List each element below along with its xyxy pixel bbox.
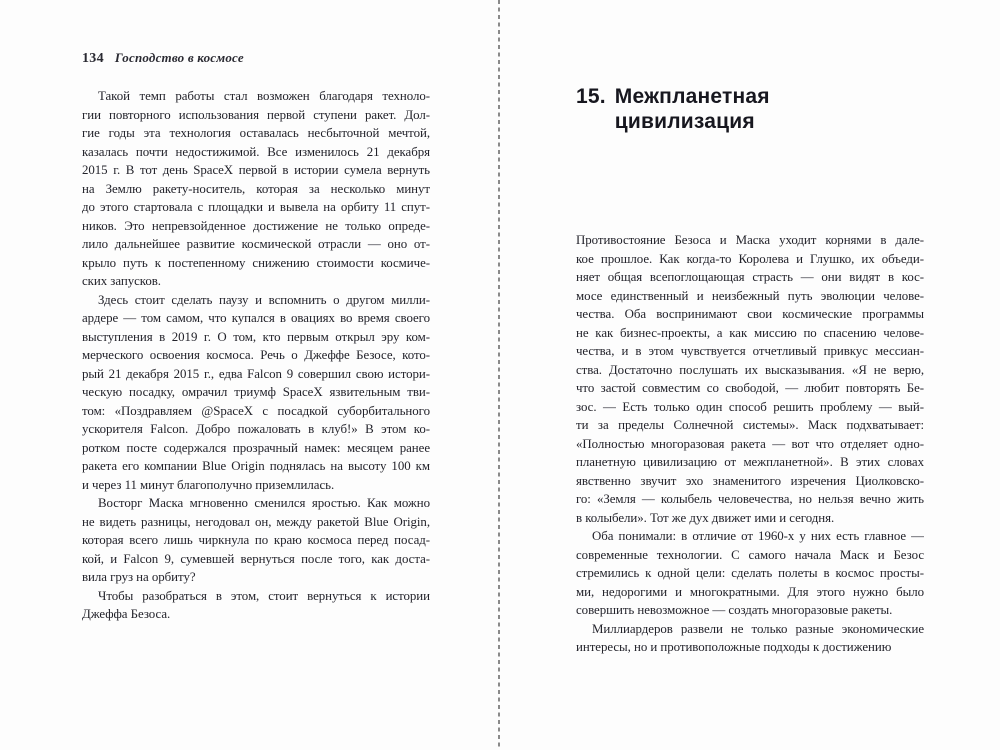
chapter-title: [615, 84, 770, 134]
text-line: выступления в 2019 г. О том, кто первым открыл эру ком-: [82, 329, 430, 344]
text-line: в колыбели». Тот же дух движет ими и сегодня.: [576, 510, 835, 525]
text-line: Восторг Маска мгновенно сменился яростью. Как можно: [98, 496, 430, 510]
text-line: мосе единственный и неизбежный путь эволюции челове-: [576, 288, 924, 303]
running-header: [82, 51, 244, 66]
text-line: мерческого освоения космоса. Речь о Джеффе Безосе, кото-: [82, 348, 430, 362]
text-line: «Полностью многоразовая ракета — вот что отделяет одно-: [576, 436, 924, 451]
text-line: совершить невозможное — создать многоразовые ракеты.: [576, 603, 893, 617]
text-line: стремились к одной цели: сделать полеты в космос просты-: [576, 566, 924, 580]
text-line: ти за пределы Солнечной системы». Маск подхватывает:: [576, 418, 924, 432]
text-line: ракета его компании Blue Origin поднялась на высоту 100 км: [82, 459, 430, 473]
text-line: Здесь стоит сделать паузу и вспомнить о другом милли-: [98, 292, 430, 307]
text-line: ства. Достаточно послушать их высказывания. «Я не верю,: [576, 362, 924, 377]
text-line: кое прошлое. Как когда-то Королева и Глушко, их объеди-: [576, 251, 924, 266]
paragraph: [82, 587, 430, 624]
text-line: Джеффа Безоса.: [82, 607, 171, 621]
text-line: казалась почти недостижимой. Все изменилось 21 декабря: [82, 144, 430, 159]
text-line: не как бизнес-проекты, а как миссию по спасению челове-: [576, 325, 924, 340]
text-line: ческую посадку, омрачил триумф SpaceX язвительным тви-: [82, 385, 430, 399]
text-line: ников. Это непревзойденное достижение не только опреде-: [82, 218, 430, 233]
text-line: ских запусков.: [82, 274, 161, 288]
text-line: Миллиардеров развели не только разные экономические: [592, 621, 924, 636]
text-line: Оба понимали: в отличие от 1960-х у них есть главное —: [592, 529, 924, 543]
text-line: ми, недорогими и многократными. Для этого нужно было: [576, 584, 924, 599]
page-number: 134: [82, 51, 104, 66]
chapter-number: 15.: [576, 85, 606, 108]
text-line: и через 11 минут благополучно приземлилась.: [82, 477, 335, 492]
text-line: ускорителя Falcon. Добро пожаловать в клуб!» В этом ко-: [82, 422, 430, 436]
text-line: ардере — том самом, что купался в овациях во время своего: [82, 311, 430, 325]
text-line: интересы, но и противоположные подходы к достижению: [576, 640, 892, 654]
paragraph: [576, 620, 924, 657]
text-line: вила груз на орбиту?: [82, 570, 196, 584]
page-divider-dashed-line: [498, 0, 500, 750]
text-line: лило дальнейшее развитие космической отрасли — оно от-: [82, 237, 430, 251]
left-page-body: [82, 87, 430, 624]
paragraph: [576, 527, 924, 620]
paragraph: [576, 231, 924, 527]
text-line: крыло путь к постепенному снижению стоимости космиче-: [82, 255, 430, 270]
paragraph: [82, 87, 430, 291]
text-line: которая всего лишь чиркнула по краю космоса перед посад-: [82, 533, 430, 547]
text-line: няет общая всепоглощающая страсть — они видят в кос-: [576, 270, 924, 284]
chapter-title-line: Межпланетная: [614, 85, 770, 108]
right-page: [576, 0, 924, 750]
text-line: Такой темп работы стал возможен благодаря техноло-: [98, 89, 430, 103]
chapter-heading: [576, 84, 770, 134]
text-line: гии повторного использования первой ступени ракет. Дол-: [82, 107, 430, 122]
chapter-title-line: цивилизация: [614, 110, 755, 133]
text-line: чества, и в этом чувствуется отчетливый привкус мессиан-: [576, 344, 924, 358]
text-line: современные технологии. С самого начала Маск и Безос: [576, 547, 924, 562]
text-line: 2015 г. В тот день SpaceX первой в истории сумела вернуть: [82, 163, 430, 177]
text-line: до этого стартовала с площадки и вывела на орбиту 11 спут-: [82, 200, 430, 214]
running-head-title: Господство в космосе: [114, 50, 244, 65]
text-line: Противостояние Безоса и Маска уходит корнями в дале-: [576, 233, 924, 247]
text-line: рый 21 декабря 2015 г., едва Falcon 9 совершил свою истори-: [82, 366, 430, 381]
text-line: гие годы эта технология оставалась несбыточной мечтой,: [82, 126, 430, 140]
text-line: явственно звучит эхо знаменитого изречения Циолковско-: [576, 473, 924, 488]
text-line: зос. — Есть только один способ решить проблему — вый-: [576, 399, 924, 414]
right-page-body: [576, 231, 924, 657]
text-line: Чтобы разобраться в этом, стоит вернуться к истории: [98, 588, 430, 603]
text-line: том: «Поздравляем @SpaceX с посадкой суборбитального: [82, 403, 430, 418]
text-line: планетную цивилизацию от межпланетной». В этих словах: [576, 455, 924, 469]
text-line: на Землю ракету-носитель, которая за несколько минут: [82, 181, 430, 196]
paragraph: [82, 291, 430, 495]
text-line: что застой совместим со свободой, — любит повторять Бе-: [576, 381, 924, 395]
text-line: ротком посте содержался прозрачный намек: месяцем ранее: [82, 440, 430, 455]
text-line: го: «Земля — колыбель человечества, но нельзя вечно жить: [576, 492, 924, 506]
text-line: чества. Оба воспринимают свои космические программы: [576, 307, 924, 321]
text-line: кой, и Falcon 9, сумевшей вернуться после того, как доста-: [82, 551, 430, 566]
paragraph: [82, 494, 430, 587]
left-page: [82, 0, 430, 750]
text-line: не видеть разницы, негодовал он, между ракетой Blue Origin,: [82, 514, 430, 529]
